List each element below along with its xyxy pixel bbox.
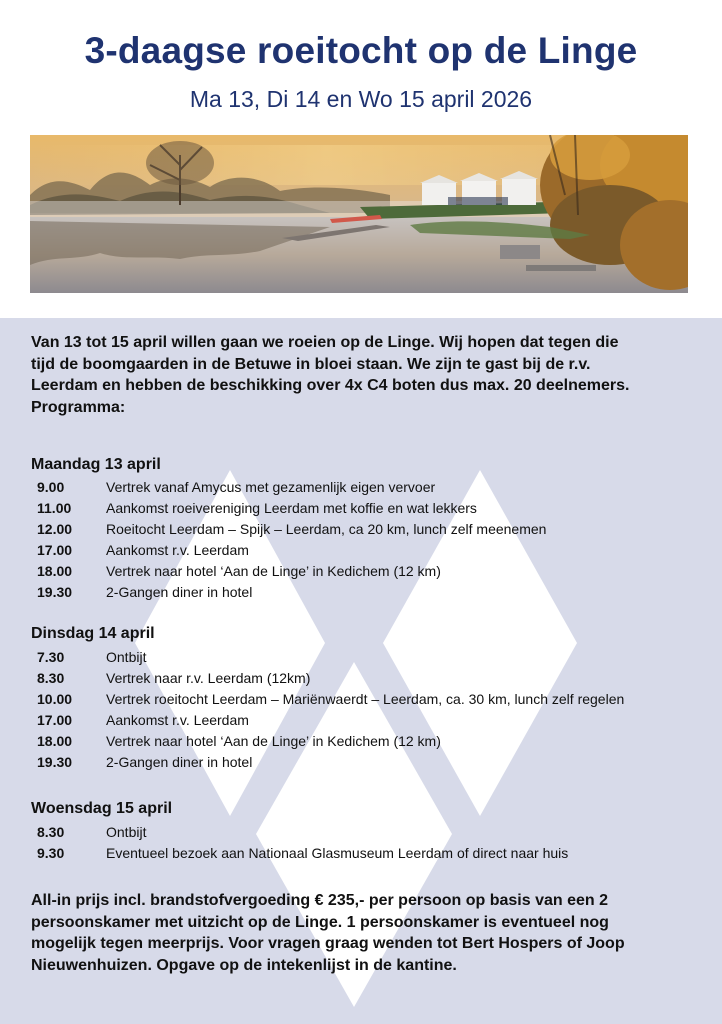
schedule-text: Aankomst r.v. Leerdam	[106, 712, 249, 728]
intro-paragraph	[31, 332, 696, 418]
price-line: Nieuwenhuizen. Opgave op de intekenlijst in de kantine.	[31, 956, 457, 974]
schedule-time: 9.00	[37, 479, 65, 495]
schedule-text: Ontbijt	[106, 649, 147, 665]
schedule-text: Ontbijt	[106, 824, 147, 840]
schedule-time: 17.00	[37, 542, 73, 558]
intro-line: Leerdam en hebben de beschikking over 4x C4 boten dus max. 20 deelnemers.	[31, 377, 630, 394]
schedule-text: Aankomst roeivereniging Leerdam met koffie en wat lekkers	[106, 500, 477, 516]
program-panel	[0, 318, 722, 1024]
schedule-time: 19.30	[37, 754, 73, 770]
schedule-text: Eventueel bezoek aan Nationaal Glasmuseum Leerdam of direct naar huis	[106, 845, 569, 861]
intro-line: tijd de boomgaarden in de Betuwe in bloei staan. We zijn te gast bij de r.v.	[31, 355, 591, 373]
day-title: Dinsdag 14 april	[31, 625, 155, 642]
intro-line: Van 13 tot 15 april willen gaan we roeien op de Linge. Wij hopen dat tegen die	[31, 334, 619, 351]
schedule-time: 18.00	[37, 733, 73, 749]
schedule-time: 18.00	[37, 563, 73, 579]
price-line: All-in prijs incl. brandstofvergoeding € 235,- per persoon op basis van een 2	[31, 892, 609, 909]
schedule-text: Vertrek vanaf Amycus met gezamenlijk eigen vervoer	[106, 479, 436, 495]
day-title: Maandag 13 april	[31, 456, 161, 473]
schedule-text: Vertrek naar hotel ‘Aan de Linge’ in Kedichem (12 km)	[106, 563, 441, 579]
header	[0, 0, 722, 318]
schedule-time: 8.30	[37, 670, 65, 686]
schedule-time: 7.30	[37, 649, 65, 665]
schedule-time: 17.00	[37, 712, 73, 728]
price-line: mogelijk tegen meerprijs. Voor vragen graag wenden tot Bert Hospers of Joop	[31, 935, 625, 952]
price-paragraph	[31, 890, 696, 976]
schedule-time: 9.30	[37, 845, 65, 861]
day-title: Woensdag 15 april	[31, 800, 173, 817]
schedule-time: 12.00	[37, 521, 73, 537]
schedule-time: 10.00	[37, 691, 73, 707]
intro-line: Programma:	[31, 398, 126, 416]
schedule-text: Vertrek roeitocht Leerdam – Mariënwaerdt – Leerdam, ca. 30 km, lunch zelf regelen	[106, 691, 625, 707]
schedule-time: 8.30	[37, 824, 65, 840]
schedule-text: 2-Gangen diner in hotel	[106, 584, 253, 600]
schedule-text: Vertrek naar hotel ‘Aan de Linge’ in Kedichem (12 km)	[106, 733, 441, 749]
schedule-text: 2-Gangen diner in hotel	[106, 754, 253, 770]
schedule-text: Roeitocht Leerdam – Spijk – Leerdam, ca 20 km, lunch zelf meenemen	[106, 521, 547, 537]
page-title: 3-daagse roeitocht op de Linge	[84, 30, 638, 71]
schedule-time: 19.30	[37, 584, 73, 600]
schedule-time: 11.00	[37, 500, 72, 516]
schedule-text: Aankomst r.v. Leerdam	[106, 542, 249, 558]
lake-landscape-photo	[30, 135, 688, 293]
page-subtitle: Ma 13, Di 14 en Wo 15 april 2026	[189, 86, 533, 112]
price-line: persoonskamer met uitzicht op de Linge. 1 persoonskamer is eventueel nog	[31, 913, 609, 931]
schedule-text: Vertrek naar r.v. Leerdam (12km)	[106, 670, 311, 686]
program-content	[0, 318, 722, 1024]
